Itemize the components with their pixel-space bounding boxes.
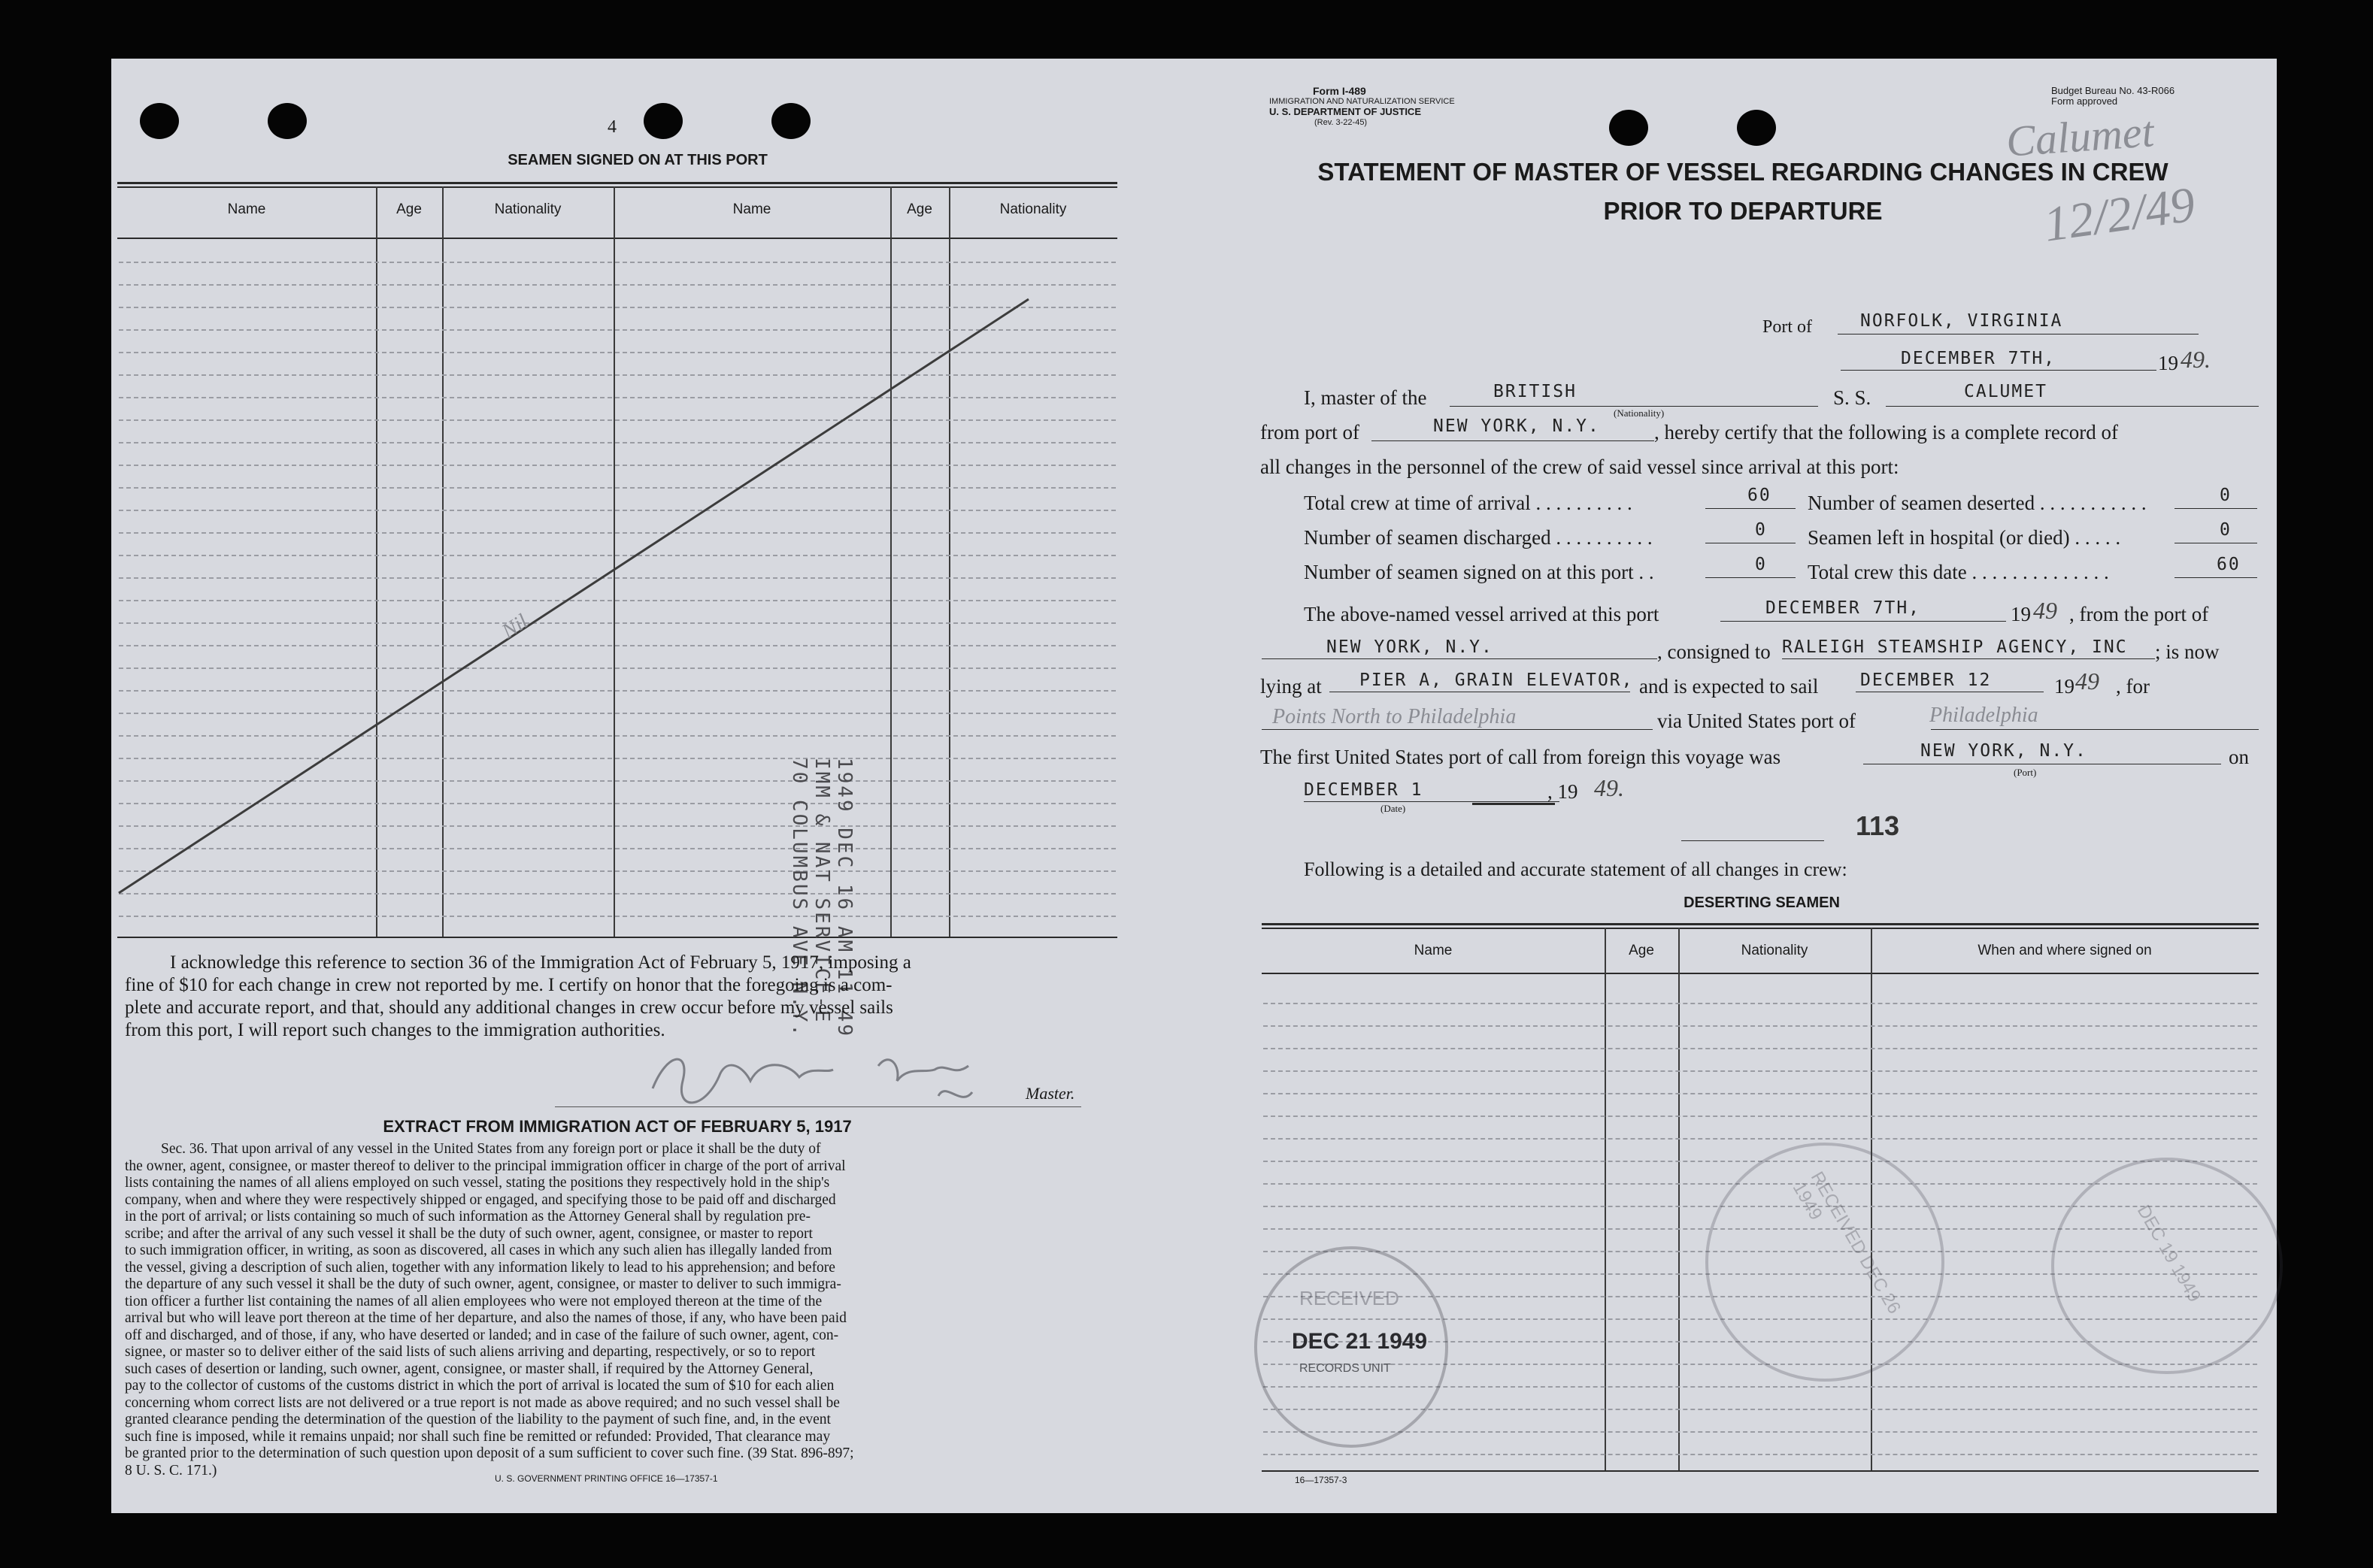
extract-line: such fine is imposed, while it remains unpaid; nor shall such fine be remitted or refunded: Provided, That clearance may xyxy=(125,1428,831,1445)
previous-port-value: NEW YORK, N.Y. xyxy=(1326,637,1493,657)
extract-line: such cases of desertion or landing, such owner, agent, consignee, or master shall, if required by the Attorney General, xyxy=(125,1361,814,1377)
stamp-address-line: 70 COLUMBUS AVE N.Y. xyxy=(788,758,811,1039)
row-rule xyxy=(1263,1138,2257,1140)
deserted-value: 0 xyxy=(2220,486,2232,505)
extract-line: lists containing the names of all aliens employed on such vessel, stating the positions they respectively hold in the ship's xyxy=(125,1175,830,1191)
total-crew-arrival-value: 60 xyxy=(1747,486,1771,505)
extract-line: scribe; and after the arrival of any such vessel it shall be the duty of such owner, agent, consignee, or master to report xyxy=(125,1225,813,1242)
faint-received-stamp xyxy=(1705,1143,1944,1382)
total-crew-arrival-label: Total crew at time of arrival . . . . . . . . . . xyxy=(1304,492,1632,514)
extract-line: be granted prior to the determination of such question upon deposit of a sum sufficient to cover such fine. (39 Stat. 896-897; xyxy=(125,1445,854,1461)
statement-year: 49. xyxy=(2181,346,2211,373)
row-rule xyxy=(1263,1454,2257,1455)
port-label: Port of xyxy=(1762,317,1812,337)
extract-line: the vessel, giving a description of such alien, together with any information likely to lead to his apprehension; and before xyxy=(125,1259,835,1276)
hospital-label: Seamen left in hospital (or died) . . . . . xyxy=(1808,526,2121,549)
deserted-label: Number of seamen deserted . . . . . . . . . . . xyxy=(1808,492,2147,514)
first-port-value: NEW YORK, N.Y. xyxy=(1920,741,2087,761)
row-rule xyxy=(1263,1115,2257,1117)
punch-hole xyxy=(1609,110,1648,146)
sail-year-prefix: 19 xyxy=(2054,675,2074,698)
faint-stamp-text: DEC 19 1949 xyxy=(2132,1201,2205,1306)
agency-line: IMMIGRATION AND NATURALIZATION SERVICE xyxy=(1269,97,1455,106)
deserting-seamen-heading: DESERTING SEAMEN xyxy=(1684,894,1840,911)
stamp-office-line: IMM & NAT SERVICE-E xyxy=(811,758,833,1025)
column-header-nationality: Nationality xyxy=(494,201,562,217)
extract-line: company, when and where they were respectively shipped or engaged, and specifying those to be paid off and discharged xyxy=(125,1191,836,1208)
extract-line: arrival but who will leave port thereon at the time of her departure, and also the names of those, if any, who have been paid xyxy=(125,1310,847,1326)
statement-date: DECEMBER 7TH, xyxy=(1901,349,2056,368)
year-prefix: 19 xyxy=(2158,352,2178,374)
discharged-label: Number of seamen discharged . . . . . . . . . . xyxy=(1304,526,1653,549)
consignee-value: RALEIGH STEAMSHIP AGENCY, INC xyxy=(1782,637,2128,657)
first-year: 49. xyxy=(1594,774,1624,801)
arrival-date-value: DECEMBER 7TH, xyxy=(1765,598,1921,618)
ack-line: fine of $10 for each change in crew not reported by me. I certify on honor that the foregoing is a com- xyxy=(125,975,893,995)
extract-line: 8 U. S. C. 171.) xyxy=(125,1462,217,1479)
ack-line: I acknowledge this reference to section 36 of the Immigration Act of February 5, 1917, imposing a xyxy=(170,952,911,973)
master-of-label: I, master of the xyxy=(1304,386,1427,409)
extract-line: the owner, agent, consignee, or master thereof to deliver to the principal immigration officer in charge of the port of arrival xyxy=(125,1158,846,1174)
row-rule xyxy=(1263,1070,2257,1072)
is-now-text: ; is now xyxy=(2155,640,2220,663)
row-rule xyxy=(1263,1093,2257,1094)
lying-at-text: lying at xyxy=(1260,675,1322,698)
column-header-signed-on: When and where signed on xyxy=(1978,943,2152,958)
vessel-name-value: CALUMET xyxy=(1964,382,2047,401)
date-caption: (Date) xyxy=(1380,803,1406,814)
arrival-year: 49 xyxy=(2033,597,2057,624)
port-value: NORFOLK, VIRGINIA xyxy=(1860,311,2063,331)
row-rule xyxy=(1263,1048,2257,1049)
extract-line: concerning whom correct lists are not delivered or a true report is not made as above required; and no such vessel shall be xyxy=(125,1394,840,1411)
stamp-records-unit: RECORDS UNIT xyxy=(1299,1362,1391,1375)
stamp-received-date: DEC 21 1949 xyxy=(1292,1329,1428,1354)
acknowledgment-paragraph xyxy=(125,952,1125,1042)
nationality-caption: (Nationality) xyxy=(1614,407,1665,419)
extract-text xyxy=(125,1141,1125,1479)
extract-line: the departure of any such vessel it shall be the duty of such owner, agent, consignee, or master to deliver to such immigra- xyxy=(125,1276,841,1292)
certify-text: , hereby certify that the following is a complete record of xyxy=(1654,421,2119,443)
agency-line: U. S. DEPARTMENT OF JUSTICE xyxy=(1269,106,1421,117)
first-port-text: The first United States port of call from foreign this voyage was xyxy=(1260,746,1781,768)
ack-line: plete and accurate report, and that, should any additional changes in crew occur before my vessel sails xyxy=(125,997,893,1018)
extract-line: pay to the collector of customs of the customs district in which the port of arrival is located the sum of $10 for each alien xyxy=(125,1378,835,1394)
hospital-value: 0 xyxy=(2220,520,2232,540)
received-stamp xyxy=(1254,1246,1448,1448)
for-text: , for xyxy=(2116,675,2150,698)
port-caption: (Port) xyxy=(2014,767,2037,778)
sail-year: 49 xyxy=(2075,667,2099,695)
signed-on-heading: SEAMEN SIGNED ON AT THIS PORT xyxy=(508,152,768,168)
row-rule xyxy=(1263,1025,2257,1027)
stamp-date-line: 1949 DEC 16 AM 11 49 xyxy=(833,758,856,1039)
ack-line: from this port, I will report such changes to the immigration authorities. xyxy=(125,1020,665,1040)
extract-line: off and discharged, and of those, if any, who have deserted or landed; and in case of the failure of such owner, agent, con- xyxy=(125,1327,839,1343)
form-header-left xyxy=(1269,86,1455,128)
nationality-value: BRITISH xyxy=(1493,382,1577,401)
column-header-age: Age xyxy=(907,201,932,217)
form-subtitle: PRIOR TO DEPARTURE xyxy=(1603,197,1883,225)
page-number: 4 xyxy=(608,117,617,137)
lying-at-value: PIER A, GRAIN ELEVATOR, xyxy=(1359,670,1634,690)
sail-date-value: DECEMBER 12 xyxy=(1860,670,1992,690)
via-port-text: via United States port of xyxy=(1657,710,1856,732)
from-port-value: NEW YORK, N.Y. xyxy=(1433,416,1600,436)
extract-line: tion officer a further list containing the names of all alien employees who were not employed thereon at the time of the xyxy=(125,1293,823,1309)
extract-title: EXTRACT FROM IMMIGRATION ACT OF FEBRUARY 5, 1917 xyxy=(383,1117,852,1136)
total-crew-date-label: Total crew this date . . . . . . . . . . . . . . xyxy=(1808,561,2109,583)
first-year-prefix: , 19 xyxy=(1547,780,1578,803)
from-port-label: from port of xyxy=(1260,421,1359,443)
consigned-text: , consigned to xyxy=(1657,640,1771,663)
form-title: STATEMENT OF MASTER OF VESSEL REGARDING CHANGES IN CREW xyxy=(1317,158,2168,186)
total-crew-date-value: 60 xyxy=(2217,555,2241,574)
extract-line: granted clearance pending the determination of the question of the liability to the payment of such fine, and, in the event xyxy=(125,1412,831,1427)
faint-date-stamp xyxy=(2051,1158,2283,1374)
faint-stamp-text: RECEIVED DEC 26 1949 xyxy=(1788,1168,1905,1318)
printer-line: 16—17357-3 xyxy=(1295,1475,1347,1485)
first-date-value: DECEMBER 1 xyxy=(1304,780,1423,800)
column-header-age: Age xyxy=(396,201,422,217)
ss-label: S. S. xyxy=(1833,386,1871,409)
extract-line: signee, or master so to deliver either of the said lists of such aliens arriving and departing, respectively, or so to report xyxy=(125,1344,816,1360)
changes-text: all changes in the personnel of the crew of said vessel since arrival at this port: xyxy=(1260,456,1899,478)
column-header-nationality: Nationality xyxy=(999,201,1067,217)
via-port-handwritten: Philadelphia xyxy=(1929,704,2038,727)
arrived-text: The above-named vessel arrived at this port xyxy=(1304,603,1659,625)
column-header-name: Name xyxy=(732,201,771,217)
row-rule xyxy=(1263,1431,2257,1433)
row-rule xyxy=(1263,1003,2257,1004)
signed-on-value: 0 xyxy=(1755,555,1767,574)
scanned-form-sheet xyxy=(111,59,2277,1513)
column-header-name: Name xyxy=(227,201,266,217)
nil-mark: Nil xyxy=(498,610,532,643)
extract-line: Sec. 36. That upon arrival of any vessel in the United States from any foreign port or place it shall be the duty of xyxy=(161,1141,821,1157)
expected-text: and is expected to sail xyxy=(1639,675,1819,698)
stamp-received-word: RECEIVED xyxy=(1299,1287,1399,1309)
from-port-of-text: , from the port of xyxy=(2069,603,2209,625)
budget-bureau-note xyxy=(2051,86,2174,107)
file-number-stamp: 113 xyxy=(1856,810,1900,841)
column-header-age: Age xyxy=(1629,943,1654,958)
printer-line: U. S. GOVERNMENT PRINTING OFFICE 16—17357-1 xyxy=(495,1473,718,1484)
handwritten-vessel-name: Calumet xyxy=(2004,107,2156,166)
column-header-name: Name xyxy=(1414,943,1453,958)
extract-line: in the port of arrival; or lists containing so much of such information as the Attorney General shall by regulation pre- xyxy=(125,1209,811,1224)
strike-through-line xyxy=(111,59,1164,1036)
punch-hole xyxy=(1737,110,1776,146)
discharged-value: 0 xyxy=(1755,520,1767,540)
on-text: on xyxy=(2229,746,2249,768)
budget-line: Form approved xyxy=(2051,95,2118,107)
budget-line: Budget Bureau No. 43-R066 xyxy=(2051,85,2175,96)
destination-handwritten: Points North to Philadelphia xyxy=(1272,705,1517,728)
revision-line: (Rev. 3-22-45) xyxy=(1314,118,1368,127)
following-text: Following is a detailed and accurate statement of all changes in crew: xyxy=(1304,858,1847,880)
column-header-nationality: Nationality xyxy=(1741,943,1808,958)
form-id: Form I-489 xyxy=(1313,85,1366,97)
signed-on-label: Number of seamen signed on at this port . . xyxy=(1304,561,1654,583)
arrival-year-prefix: 19 xyxy=(2011,603,2031,625)
handwritten-date: 12/2/49 xyxy=(2040,177,2199,253)
extract-line: to such immigration officer, in writing, as soon as discovered, all cases in which any such alien has illegally landed from xyxy=(125,1243,832,1258)
master-label: Master. xyxy=(1026,1084,1075,1103)
